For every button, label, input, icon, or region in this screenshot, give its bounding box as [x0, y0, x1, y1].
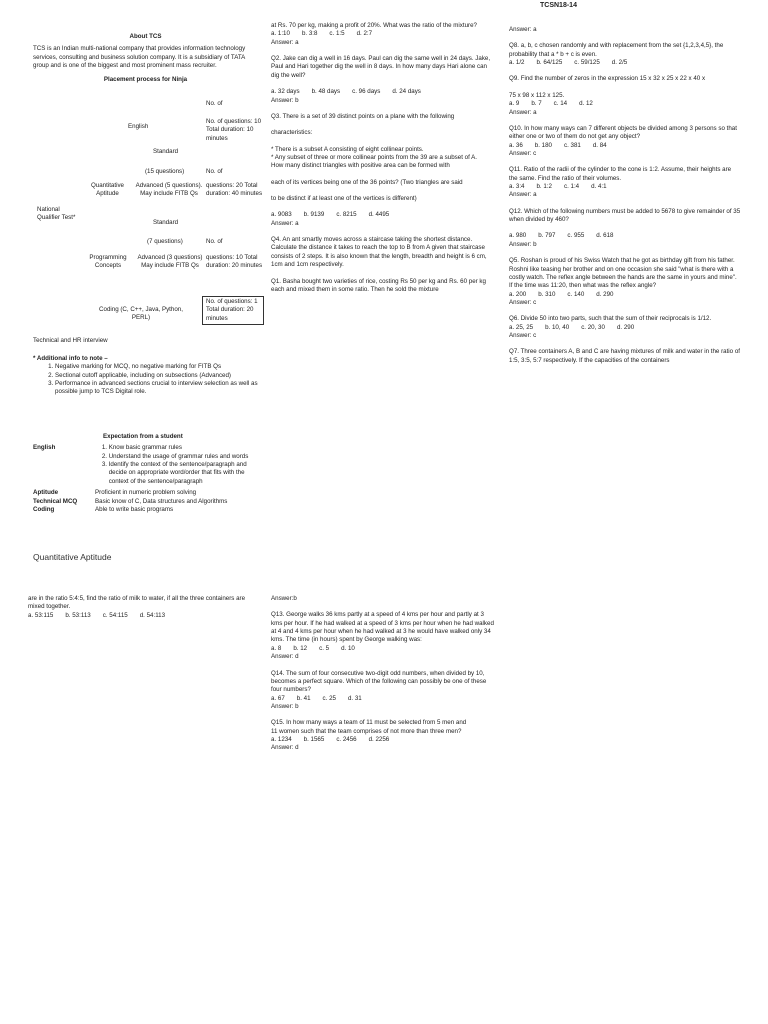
column-3: [509, 26, 741, 365]
q7-text: Q7. Three containers A, B and C are having mixtures of milk and water in the ratio of 1:5, 3:5, 5:7 respectively. If the capacities of the containers: [509, 348, 741, 364]
option: c. 1:4: [563, 183, 580, 191]
option: c. 59/125: [574, 59, 600, 67]
option: a. 3:4: [509, 183, 525, 191]
q2-answer: Answer: b: [271, 96, 299, 104]
q5-options: [509, 291, 741, 299]
option: d. 10: [341, 644, 355, 652]
option: b. 9139: [303, 211, 325, 219]
q1-answer: Answer: a: [271, 38, 299, 46]
q1-text: Q1. Basha bought two varieties of rice, costing Rs 50 per kg and Rs. 60 per kg each and mixed them in some ratio. Then he sold the mixture: [271, 277, 486, 293]
q7-options: [28, 612, 253, 620]
option: a. 980: [509, 232, 527, 240]
option: c. 5: [319, 644, 330, 652]
q2-options: [271, 88, 496, 96]
q3-text-d: * Any subset of three or more collinear points from the 39 are a subset of A.: [271, 153, 478, 161]
coding-label: Coding (C, C++, Java, Python, PERL): [99, 306, 183, 322]
option: c. 96 days: [352, 88, 381, 96]
q3-text-g: to be distinct if at least one of the vertices is different): [271, 195, 417, 203]
placement-table: [33, 98, 263, 338]
expectation-title: Expectation from a student: [103, 433, 183, 440]
aptitude-questions: questions: 20 Total duration: 40 minutes: [206, 182, 263, 198]
q12-text: Q12. Which of the following numbers must be added to 5678 to give remainder of 35 when divided by 460?: [509, 207, 741, 224]
q13-options: [271, 645, 496, 653]
q8-text: Q8. a, b, c chosen randomly and with replacement from the set {1,2,3,4,5}, the probability that a * b + c is even.: [509, 42, 724, 58]
exp-aptitude-text: Proficient in numeric problem solving: [95, 489, 197, 497]
q2-text: Q2. Jake can dig a well in 16 days. Paul can dig the same well in 24 days. Jake, Paul and Hari together dig the well in 8 days. In how many days Hari alone can dig the well?: [271, 55, 491, 79]
q4-text: Q4. An ant smartly moves across a staircase taking the shortest distance. Calculate the distance it takes to reach the top to B from A given that staircase consists of 2 steps. It is also known that the length, breadth and height is 6 cm, 1cm and 1cm respectively.: [271, 236, 487, 269]
english-questions: No. of questions: 10 Total duration: 10 minutes: [206, 118, 262, 142]
option: d. 2/5: [611, 59, 628, 67]
english-standard: Standard: [153, 148, 179, 155]
q6-options: [509, 324, 741, 332]
option: a. 1234: [271, 736, 292, 744]
programming-q7: (7 questions): [147, 238, 183, 245]
option: c. 54:115: [102, 611, 128, 619]
exp-mcq-label: Technical MCQ: [33, 497, 78, 505]
q11-text: Q11. Ratio of the radii of the cylinder to the cone is 1:2. Assume, their heights are the same. Find the ratio of their volumes.: [509, 166, 732, 182]
aptitude-q15: (15 questions): [145, 168, 185, 175]
column-2-bottom: [271, 595, 496, 753]
option: d. 12: [579, 100, 593, 108]
column-2: [271, 22, 496, 294]
option: a. 36: [509, 141, 523, 149]
option: d. 2:7: [356, 30, 373, 38]
q15-text-b: 11 women such that the team comprises of not more than three men?: [271, 727, 462, 735]
option: b. 180: [534, 141, 552, 149]
exp-english-label: English: [33, 444, 56, 452]
option: d. 24 days: [392, 88, 421, 96]
q15-text-a: Q15. In how many ways a team of 11 must be selected from 5 men and: [271, 719, 467, 727]
option: b. 7: [531, 100, 542, 108]
q14-options: [271, 695, 496, 703]
national-qualifier-label: National Qualifier Test*: [37, 206, 76, 222]
q10-options: [509, 142, 741, 150]
q5-answer: Answer: c: [509, 298, 537, 306]
q10-text: Q10. In how many ways can 7 different objects be divided among 3 persons so that either one or two of them do not get any object?: [509, 124, 737, 141]
option: a. 67: [271, 694, 285, 702]
q3-text-f: each of its vertices being one of the 36 points? (Two triangles are said: [271, 178, 463, 186]
q3-text: Q3. There is a set of 39 distinct points on a plane with the following: [271, 112, 455, 120]
column-1: [33, 33, 258, 85]
option: a. 9: [509, 100, 520, 108]
additional-info: [33, 355, 258, 397]
programming-advanced: Advanced (3 questions) May include FITB Qs: [137, 254, 203, 270]
answer-b: Answer:b: [271, 595, 297, 602]
aptitude-noof: No. of: [206, 168, 223, 175]
q1-tail: at Rs. 70 per kg, making a profit of 20%. What was the ratio of the mixture?: [271, 22, 478, 29]
answer-a: Answer: a: [509, 26, 537, 33]
exp-english-item: 3. Identify the context of the sentence/paragraph and decide on appropriate word/order that fits with the context of the sentence/paragraph: [109, 461, 258, 486]
q9-answer: Answer: a: [509, 108, 537, 116]
option: a. 9083: [271, 211, 292, 219]
aptitude-standard: Standard: [153, 219, 179, 226]
option: b. 64/125: [536, 59, 563, 67]
option: b. 310: [538, 290, 556, 298]
expectation-section: [33, 433, 258, 514]
option: d. 4495: [368, 211, 390, 219]
placement-title: Placement process for Ninja: [103, 76, 188, 84]
about-text: TCS is an Indian multi-national company that provides information technology services, consulting and business solution company. It is a subsidiary of TATA group and is one of the biggest and most prominent mass recruiter.: [33, 45, 246, 70]
option: d. 2256: [368, 736, 390, 744]
exp-mcq-text: Basic know of C, Data structures and Algorithms: [95, 497, 228, 505]
q13-answer: Answer: d: [271, 653, 299, 661]
option: c. 140: [567, 290, 585, 298]
option: c. 14: [553, 100, 568, 108]
option: b. 3:8: [301, 30, 318, 38]
option: b. 1:2: [536, 183, 552, 191]
programming-label: Programming Concepts: [89, 254, 127, 270]
hr-interview: Technical and HR interview: [33, 337, 108, 344]
option: a. 8: [271, 644, 282, 652]
option: d. 290: [616, 323, 635, 331]
option: c. 955: [567, 232, 585, 240]
option: b. 797: [538, 232, 556, 240]
q3-options: [271, 211, 496, 219]
programming-noof: No. of: [206, 238, 223, 245]
q9-text-b: 75 x 98 x 112 x 125.: [509, 91, 565, 99]
q6-text: Q6. Divide 50 into two parts, such that the sum of their reciprocals is 1/12.: [509, 315, 712, 323]
additional-item: 3. Performance in advanced sections crucial to interview selection as well as possible jump to TCS Digital role.: [55, 380, 258, 397]
q1-options: [271, 30, 496, 38]
q12-answer: Answer: b: [509, 240, 537, 248]
english-label: English: [128, 123, 149, 130]
option: b. 1565: [303, 736, 325, 744]
option: d. 290: [596, 290, 614, 298]
english-noof: No. of: [206, 100, 223, 107]
option: a. 25, 25: [509, 323, 534, 331]
q9-text: Q9. Find the number of zeros in the expression 15 x 32 x 25 x 22 x 40 x: [509, 75, 706, 83]
q3-text-c: * There is a subset A consisting of eight collinear points.: [271, 145, 424, 153]
q8-options: [509, 59, 741, 67]
option: b. 10, 40: [545, 323, 570, 331]
option: c. 2456: [336, 736, 357, 744]
exp-coding-label: Coding: [33, 505, 55, 513]
option: d. 84: [592, 141, 607, 149]
exp-coding-text: Able to write basic programs: [95, 505, 174, 513]
q11-answer: Answer: a: [509, 191, 537, 199]
document-code: TCSN18-14: [540, 2, 577, 9]
option: d. 54:113: [139, 611, 166, 619]
exp-aptitude-label: Aptitude: [33, 489, 59, 497]
aptitude-label: Quantitative Aptitude: [90, 182, 125, 198]
option: d. 4:1: [591, 183, 607, 191]
q3-text-b: characteristics:: [271, 129, 313, 137]
option: a. 1:10: [271, 30, 290, 38]
q6-answer: Answer: c: [509, 332, 537, 340]
option: d. 31: [347, 694, 362, 702]
qa-heading: Quantitative Aptitude: [33, 552, 112, 562]
about-title: About TCS: [129, 33, 162, 40]
q15-options: [271, 736, 496, 744]
q9-options: [509, 100, 741, 108]
option: a. 53:115: [28, 611, 54, 619]
additional-title: * Additional info to note –: [33, 355, 108, 362]
option: a. 1/2: [509, 59, 525, 67]
option: b. 48 days: [311, 88, 341, 96]
option: c. 8215: [336, 211, 357, 219]
option: c. 20, 30: [581, 323, 605, 331]
exp-english-item: 1. Know basic grammar rules: [109, 444, 258, 452]
option: b. 41: [296, 694, 311, 702]
q15-answer: Answer: d: [271, 744, 299, 752]
q12-options: [509, 232, 741, 240]
coding-questions: No. of questions: 1 Total duration: 20 minutes: [202, 296, 264, 325]
q14-answer: Answer: b: [271, 702, 299, 710]
q3-answer: Answer: a: [271, 219, 299, 227]
option: d. 618: [596, 232, 614, 240]
option: c. 25: [322, 694, 336, 702]
q5-text: Q5. Roshan is proud of his Swiss Watch that he got as birthday gift from his father. Roshni like teasing her brother and on one occasion she said "what is there with a costly watch. The reflex angle between the hands are the same in yours and mine". If the time was 11:20, then what was the reflex angle?: [509, 257, 737, 290]
q7-continuation: [28, 595, 253, 620]
exp-english-item: 2. Understand the usage of grammar rules and words: [109, 453, 258, 461]
option: b. 12: [293, 644, 308, 652]
option: c. 381: [563, 141, 581, 149]
option: a. 200: [509, 290, 527, 298]
q13-text: Q13. George walks 36 kms partly at a speed of 4 kms per hour and partly at 3 kms per hour. If he had walked at a speed of 3 kms per hour when he had walked at 4 and 4 kms per hour when he had walked at 3 he would have walked only 34 kms. The time (in hours) spent by George walking was:: [271, 611, 494, 644]
q14-text: Q14. The sum of four consecutive two-digit odd numbers, when divided by 10, becomes a perfect square. Which of the following can possibly be one of these four numbers?: [271, 669, 487, 694]
option: c. 1:5: [329, 30, 345, 38]
aptitude-advanced: Advanced (5 questions). May include FITB Qs: [135, 182, 203, 198]
q3-text-e: How many distinct triangles with positive area can be formed with: [271, 162, 450, 170]
q7-tail-text: are in the ratio 5:4:5, find the ratio of milk to water, if all the three containers are mixed together.: [28, 595, 246, 611]
q10-answer: Answer: c: [509, 149, 537, 157]
additional-item: 2. Sectional cutoff applicable, including on subsections (Advanced): [55, 372, 258, 380]
programming-questions: questions: 10 Total duration: 20 minutes: [206, 254, 263, 270]
option: a. 32 days: [271, 88, 300, 96]
option: b. 53:113: [65, 611, 91, 619]
additional-item: 1. Negative marking for MCQ, no negative marking for FITB Qs: [55, 363, 258, 371]
q11-options: [509, 183, 741, 191]
